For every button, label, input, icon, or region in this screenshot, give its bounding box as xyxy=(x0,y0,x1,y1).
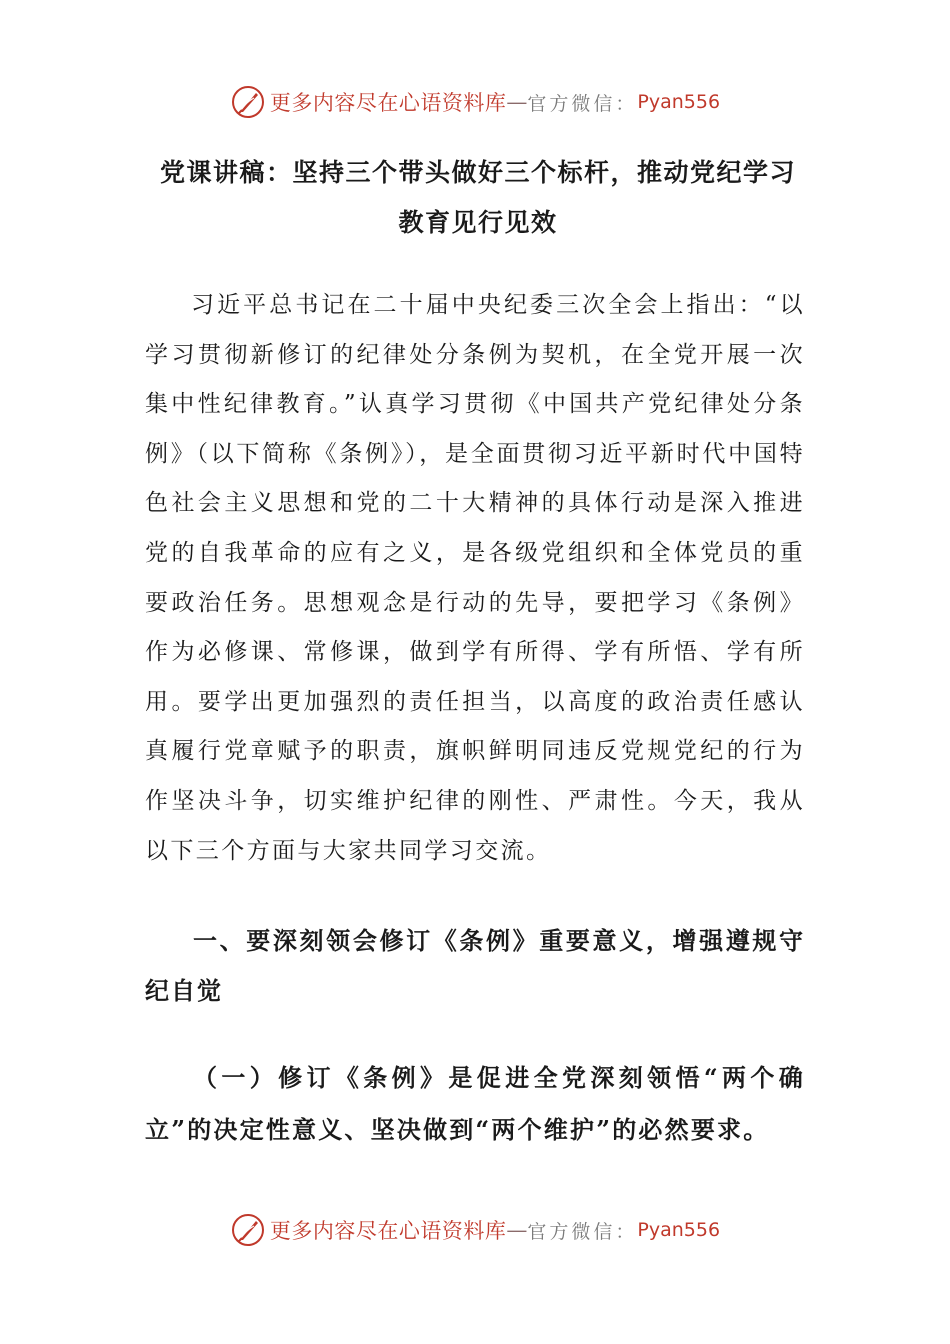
banner-wechat-id: Pyan556 xyxy=(637,91,721,113)
banner-dash: — xyxy=(506,1218,528,1242)
banner-main-text: 更多内容尽在心语资料库 xyxy=(269,1219,507,1243)
banner-wechat-id: Pyan556 xyxy=(637,1219,721,1241)
section-1-heading: 一、要深刻领会修订《条例》重要意义，增强遵规守纪自觉 xyxy=(145,926,805,1005)
header-banner xyxy=(0,82,950,122)
banner-main-text: 更多内容尽在心语资料库 xyxy=(269,91,507,115)
quill-pen-logo-icon xyxy=(230,84,266,120)
intro-paragraph: 习近平总书记在二十届中央纪委三次全会上指出：“以学习贯彻新修订的纪律处分条例为契机，在全党开展一次集中性纪律教育。”认真学习贯彻《中国共产党纪律处分条例》（以下简称《条例》），是全面贯彻习近平新时代中国特色社会主义思想和党的二十大精神的具体行动是深入推进党的自我革命的应有之义，是各级党组织和全体党员的重要政治任务。思想观念是行动的先导，要把学习《条例》作为必修课、常修课，做到学有所得、学有所悟、学有所用。要学出更加强烈的责任担当，以高度的政治责任感认真履行党章赋予的职责，旗帜鲜明同违反党规党纪的行为作坚决斗争，切实维护纪律的刚性、严肃性。今天，我从以下三个方面与大家共同学习交流。 xyxy=(145,292,805,864)
subsection-1-heading: （一）修订《条例》是促进全党深刻领悟“两个确立”的决定性意义、坚决做到“两个维护”的必然要求。 xyxy=(145,1063,805,1144)
quill-pen-logo-icon xyxy=(230,1212,266,1248)
banner-dash: — xyxy=(506,90,528,114)
banner-wechat-label: 官方微信： xyxy=(527,92,638,115)
footer-banner xyxy=(0,1210,950,1250)
document-title: 党课讲稿：坚持三个带头做好三个标杆，推动党纪学习教育见行见效 xyxy=(159,158,796,237)
banner-wechat-label: 官方微信： xyxy=(527,1220,638,1243)
